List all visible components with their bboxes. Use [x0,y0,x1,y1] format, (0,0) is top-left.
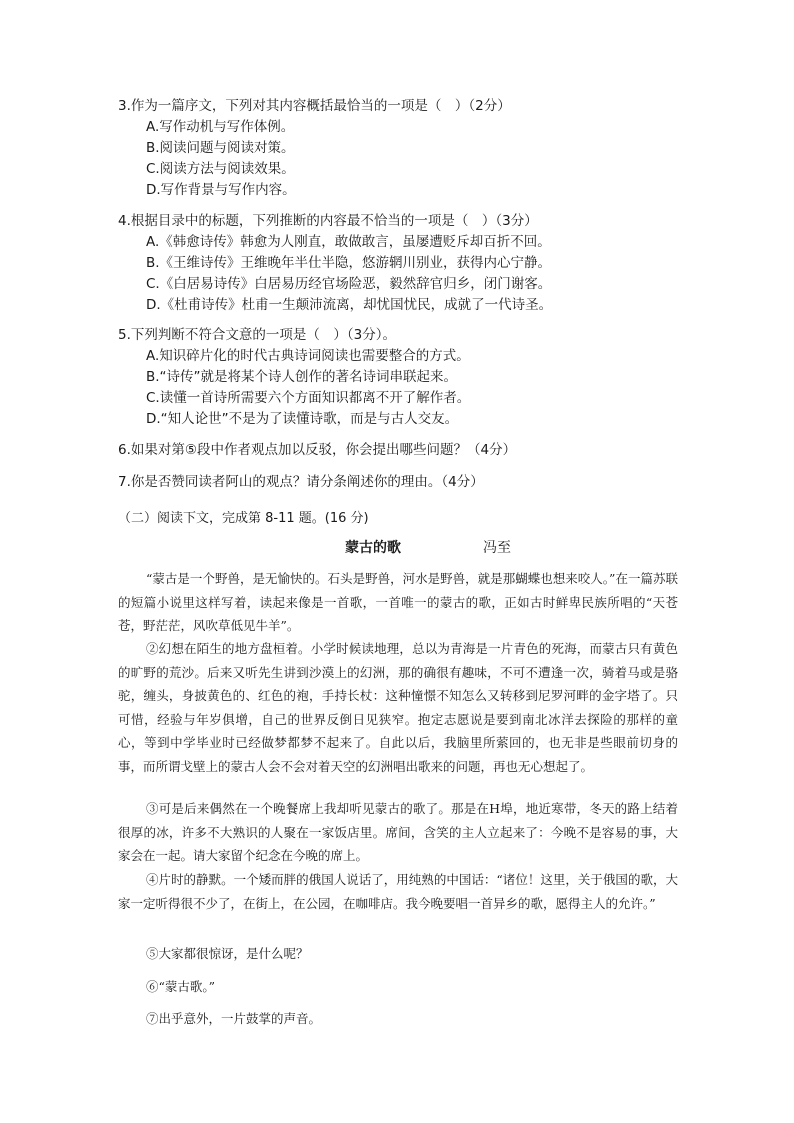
option-c: C.《白居易诗传》白居易历经官场险恶，毅然辞官归乡，闭门谢客。 [146,276,552,292]
article-paragraph-4: ④片时的静默。一个矮而胖的俄国人说话了，用纯熟的中国话：“诸位！这里，关于俄国的歌，大家一定听得很不少了，在街上，在公园，在咖啡店。我今晚要唱一首异乡的歌，愿得主人的允许。” [118,872,678,911]
article-paragraph-1: “蒙古是一个野兽，是无愉快的。石头是野兽，河水是野兽，就是那蝴蝶也想来咬人。”在一篇苏联的短篇小说里这样写着，读起来像是一首歌，一首唯一的蒙古的歌，正如古时鲜卑民族所唱的“天苍苍，野茫茫，风吹草低见牛羊”。 [118,571,678,633]
question-stem: 4.根据目录中的标题，下列推断的内容最不恰当的一项是（ ）（3分） [118,213,538,229]
option-c: C.读懂一首诗所需要六个方面知识都离不开了解作者。 [146,390,471,406]
option-d: D.《杜甫诗传》杜甫一生颠沛流离，却忧国忧民，成就了一代诗圣。 [146,297,553,313]
section-heading: （二）阅读下文，完成第 8-11 题。(16 分) [118,511,369,526]
option-b: B.“诗传”就是将某个诗人创作的著名诗词串联起来。 [146,369,458,385]
question-7 [118,472,698,493]
option-b: B.《王维诗传》王维晚年半仕半隐，悠游辋川别业，获得内心宁静。 [146,255,552,271]
option-a: A.写作动机与写作体例。 [146,119,295,135]
question-4 [118,211,698,316]
option-d: D.写作背景与写作内容。 [146,182,296,198]
article-paragraph-3: ③可是后来偶然在一个晚餐席上我却听见蒙古的歌了。那是在H埠，地近寒带，冬天的路上结着很厚的冰，许多不大熟识的人聚在一家饭店里。席间，含笑的主人立起来了：今晚不是容易的事，大家会在一起。请大家留个纪念在今晚的席上。 [118,801,678,863]
article-paragraph-6: ⑥“蒙古歌。” [146,979,216,994]
question-5 [118,325,698,430]
question-stem: 6.如果对第⑤段中作者观点加以反驳，你会提出哪些问题？（4分） [118,442,517,458]
question-stem: 3.作为一篇序文，下列对其内容概括最恰当的一项是（ ）（2分） [118,98,511,114]
article-paragraph-7: ⑦出乎意外，一片鼓掌的声音。 [146,1011,322,1026]
option-d: D.“知人论世”不是为了读懂诗歌，而是与古人交友。 [146,411,459,427]
question-3 [118,96,698,201]
question-stem: 7.你是否赞同读者阿山的观点？请分条阐述你的理由。（4分） [118,474,484,490]
question-stem: 5.下列判断不符合文意的一项是（ ）（3分）。 [118,327,396,343]
option-a: A.知识碎片化的时代古典诗词阅读也需要整合的方式。 [146,348,470,364]
question-6 [118,440,698,461]
article-author: 冯至 [483,540,511,556]
article-paragraph-2: ②幻想在陌生的地方盘桓着。小学时候读地理，总以为青海是一片青色的死海，而蒙古只有黄色的旷野的荒沙。后来又听先生讲到沙漠上的幻洲，那的确很有趣味，不可不遭逢一次，骑着马或是骆驼，缠头，身披黄色的、红色的袍，手持长杖：这种憧憬不知怎么又转移到尼罗河畔的金字塔了。只可惜，经验与年岁俱增，自己的世界反倒日见狭窄。抱定志愿说是要到南北冰洋去探险的那样的童心，等到中学毕业时已经做梦都梦不起来了。自此以后，我脑里所萦回的，也无非是些眼前切身的事，而所谓戈壁上的蒙古人会不会对着天空的幻洲唱出歌来的问题，再也无心想起了。 [118,641,678,774]
option-a: A.《韩愈诗传》韩愈为人刚直，敢做敢言，虽屡遭贬斥却百折不回。 [146,234,551,250]
article-title: 蒙古的歌 [345,540,401,556]
option-b: B.阅读问题与阅读对策。 [146,140,295,156]
option-c: C.阅读方法与阅读效果。 [146,161,295,177]
article-paragraph-5: ⑤大家都很惊讶，是什么呢？ [146,946,309,961]
